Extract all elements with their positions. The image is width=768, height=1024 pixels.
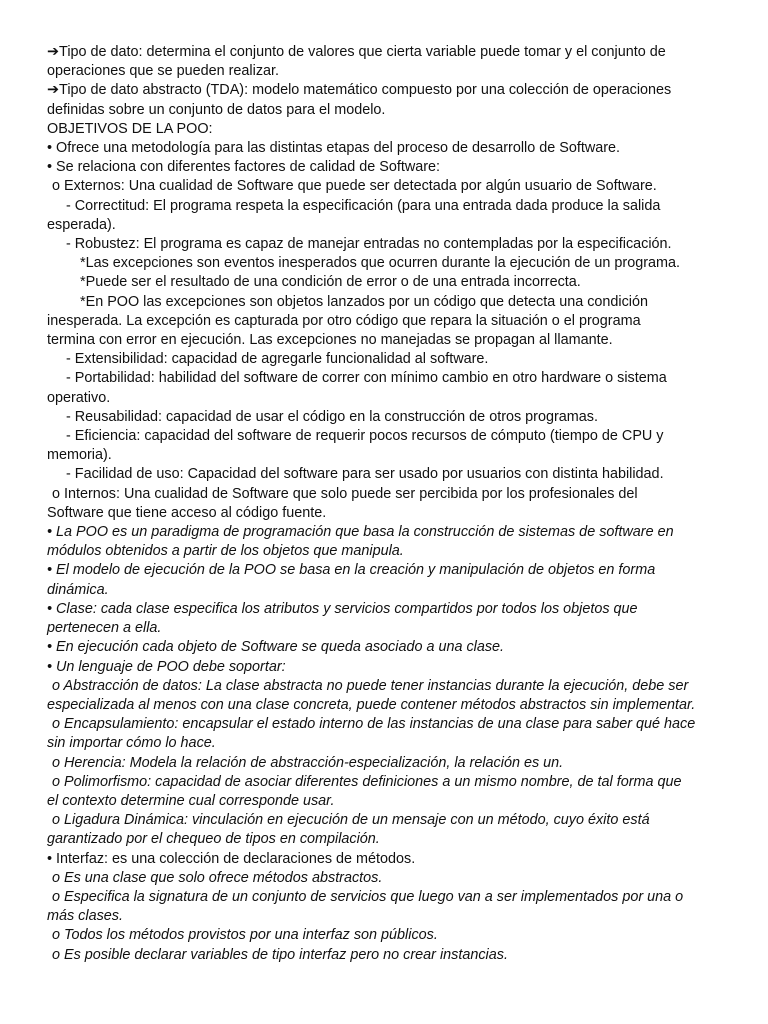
text-line: ➔Tipo de dato abstracto (TDA): modelo matemático compuesto por una colección de operaciones [47, 82, 672, 99]
text-line: pertenecen a ella. [47, 620, 162, 637]
text-line: dinámica. [47, 581, 109, 598]
text-line: • Clase: cada clase especifica los atributos y servicios compartidos por todos los objetos que [47, 600, 638, 617]
text-line: garantizado por el chequeo de tipos en compilación. [47, 831, 380, 848]
text-line: - Robustez: El programa es capaz de manejar entradas no contempladas por la especificación. [66, 236, 672, 253]
text-line: • Un lenguaje de POO debe soportar: [47, 658, 286, 675]
text-line: • Ofrece una metodología para las distintas etapas del proceso de desarrollo de Software. [47, 140, 621, 157]
text-line: o Internos: Una cualidad de Software que solo puede ser percibida por los profesionales del [52, 485, 638, 502]
text-line: o Todos los métodos provistos por una interfaz son públicos. [52, 927, 438, 944]
text-line: operativo. [47, 389, 111, 406]
text-line: más clases. [47, 908, 123, 925]
text-line: especializada al menos con una clase concreta, puede contener métodos abstractos sin implementar. [47, 696, 696, 713]
text-line: termina con error en ejecución. Las excepciones no manejadas se propagan al llamante. [47, 332, 613, 349]
text-line: definidas sobre un conjunto de datos para el modelo. [47, 101, 386, 118]
text-line: o Especifica la signatura de un conjunto de servicios que luego van a ser implementados por una o [52, 888, 684, 905]
text-line: - Eficiencia: capacidad del software de requerir pocos recursos de cómputo (tiempo de CPU y [66, 428, 664, 445]
text-line: o Es posible declarar variables de tipo interfaz pero no crear instancias. [52, 946, 508, 963]
text-line: o Encapsulamiento: encapsular el estado interno de las instancias de una clase para saber qué hace [52, 716, 696, 733]
text-line: • Interfaz: es una colección de declaraciones de métodos. [47, 850, 416, 867]
text-line: operaciones que se pueden realizar. [47, 63, 280, 80]
text-line: - Facilidad de uso: Capacidad del software para ser usado por usuarios con distinta habilidad. [66, 466, 664, 483]
text-line: o Externos: Una cualidad de Software que puede ser detectada por algún usuario de Software. [52, 178, 657, 195]
section-heading: OBJETIVOS DE LA POO: [47, 120, 213, 137]
text-line: ➔Tipo de dato: determina el conjunto de valores que cierta variable puede tomar y el conjunto de [47, 44, 666, 60]
text-line: - Portabilidad: habilidad del software de correr con mínimo cambio en otro hardware o sistema [66, 370, 667, 387]
text-line: sin importar cómo lo hace. [47, 735, 216, 752]
text-line: el contexto determine cual corresponde usar. [47, 792, 335, 809]
text-line: o Es una clase que solo ofrece métodos abstractos. [52, 869, 383, 886]
text-line: • El modelo de ejecución de la POO se basa en la creación y manipulación de objetos en forma [47, 562, 656, 579]
text-line: o Herencia: Modela la relación de abstracción-especialización, la relación es un. [52, 754, 564, 771]
text-line: - Extensibilidad: capacidad de agregarle funcionalidad al software. [66, 351, 489, 368]
text-line: - Correctitud: El programa respeta la especificación (para una entrada dada produce la salida [66, 197, 661, 214]
text-line: • En ejecución cada objeto de Software se queda asociado a una clase. [47, 639, 505, 656]
text-line: - Reusabilidad: capacidad de usar el código en la construcción de otros programas. [66, 408, 598, 425]
text-line: esperada). [47, 216, 116, 233]
text-line: Software que tiene acceso al código fuente. [47, 504, 327, 521]
text-line: inesperada. La excepción es capturada por otro código que repara la situación o el programa [47, 312, 641, 329]
text-line: *En POO las excepciones son objetos lanzados por un código que detecta una condición [80, 293, 649, 310]
text-line: • La POO es un paradigma de programación que basa la construcción de sistemas de software en [47, 524, 674, 541]
text-line: o Abstracción de datos: La clase abstracta no puede tener instancias durante la ejecución, debe ser [52, 677, 689, 694]
text-line: módulos obtenidos a partir de los objetos que manipula. [47, 543, 404, 560]
text-line: o Polimorfismo: capacidad de asociar diferentes definiciones a un mismo nombre, de tal forma que [52, 773, 682, 790]
text-line: • Se relaciona con diferentes factores de calidad de Software: [47, 159, 441, 176]
text-line: o Ligadura Dinámica: vinculación en ejecución de un mensaje con un método, cuyo éxito está [52, 812, 650, 829]
text-line: *Las excepciones son eventos inesperados que ocurren durante la ejecución de un programa. [80, 255, 681, 272]
text-line: memoria). [47, 447, 112, 464]
text-line: *Puede ser el resultado de una condición de error o de una entrada incorrecta. [80, 274, 581, 291]
